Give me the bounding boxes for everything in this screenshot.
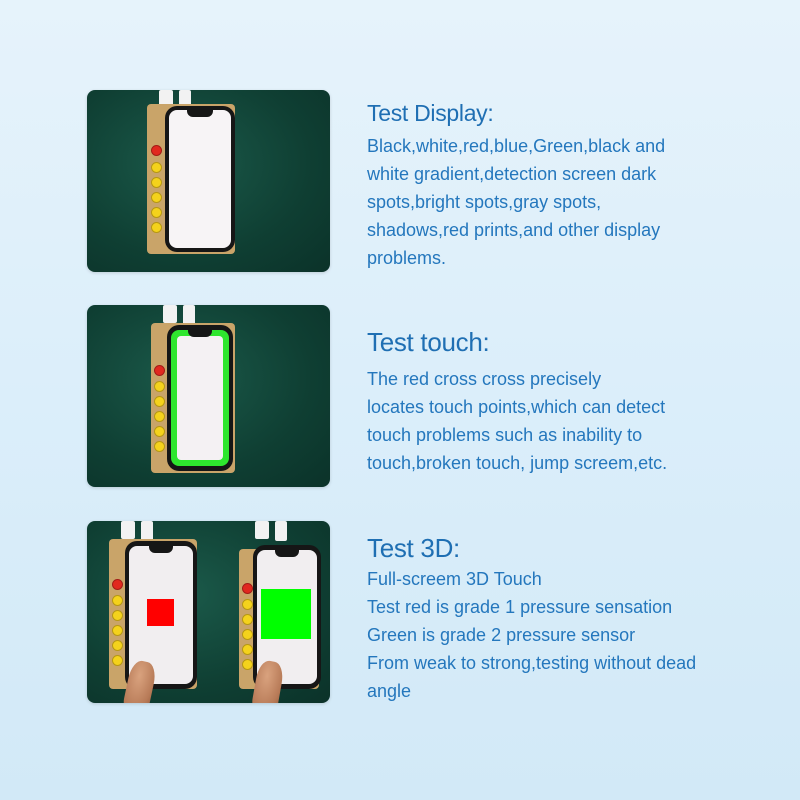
red-pressure-square — [147, 599, 174, 626]
test-3d-title: Test 3D: — [367, 533, 460, 563]
description-line: problems. — [367, 248, 447, 268]
cable — [141, 521, 153, 541]
led — [151, 162, 162, 173]
led — [154, 381, 165, 392]
phone-notch — [149, 546, 173, 553]
led — [242, 644, 253, 655]
led — [154, 411, 165, 422]
description-line: Test red is grade 1 pressure sensation — [367, 597, 673, 617]
cable — [163, 305, 177, 323]
description-line: The red cross cross precisely — [367, 369, 602, 389]
cable — [121, 521, 135, 539]
phone-notch — [188, 330, 212, 337]
led — [242, 599, 253, 610]
white-screen — [169, 110, 231, 248]
description-line: white gradient,detection screen dark — [367, 164, 657, 184]
led — [151, 192, 162, 203]
led — [151, 177, 162, 188]
3d-test-photo — [87, 521, 330, 703]
phone-notch — [187, 110, 213, 117]
description-line: shadows,red prints,and other display — [367, 220, 661, 240]
led-red — [154, 365, 165, 376]
description-line: touch,broken touch, jump screem,etc. — [367, 453, 668, 473]
led — [154, 396, 165, 407]
white-inner-screen — [177, 336, 223, 460]
led — [151, 207, 162, 218]
led — [112, 640, 123, 651]
description-line: Green is grade 2 pressure sensor — [367, 625, 636, 645]
test-display-description — [367, 132, 665, 272]
green-pressure-square — [261, 589, 311, 639]
description-line: angle — [367, 681, 412, 701]
description-line: Full-screem 3D Touch — [367, 569, 542, 589]
description-line: spots,bright spots,gray spots, — [367, 192, 602, 212]
description-line: touch problems such as inability to — [367, 425, 643, 445]
display-test-photo — [87, 90, 330, 272]
cable — [275, 521, 287, 541]
led — [112, 595, 123, 606]
description-line: Black,white,red,blue,Green,black and — [367, 136, 666, 156]
led-red — [112, 579, 123, 590]
cable — [183, 305, 195, 325]
led — [112, 625, 123, 636]
led — [112, 655, 123, 666]
led — [242, 629, 253, 640]
description-line: locates touch points,which can detect — [367, 397, 666, 417]
led — [242, 614, 253, 625]
led — [242, 659, 253, 670]
touch-test-photo — [87, 305, 330, 487]
led — [154, 426, 165, 437]
led — [154, 441, 165, 452]
test-display-title: Test Display: — [367, 100, 494, 126]
led-red — [242, 583, 253, 594]
led — [151, 222, 162, 233]
description-line: From weak to strong,testing without dead — [367, 653, 697, 673]
test-3d-description — [367, 565, 696, 705]
led-red — [151, 145, 162, 156]
cable — [255, 521, 269, 539]
phone-notch — [275, 550, 299, 557]
led — [112, 610, 123, 621]
test-touch-description — [367, 365, 667, 477]
test-touch-title: Test touch: — [367, 327, 490, 357]
